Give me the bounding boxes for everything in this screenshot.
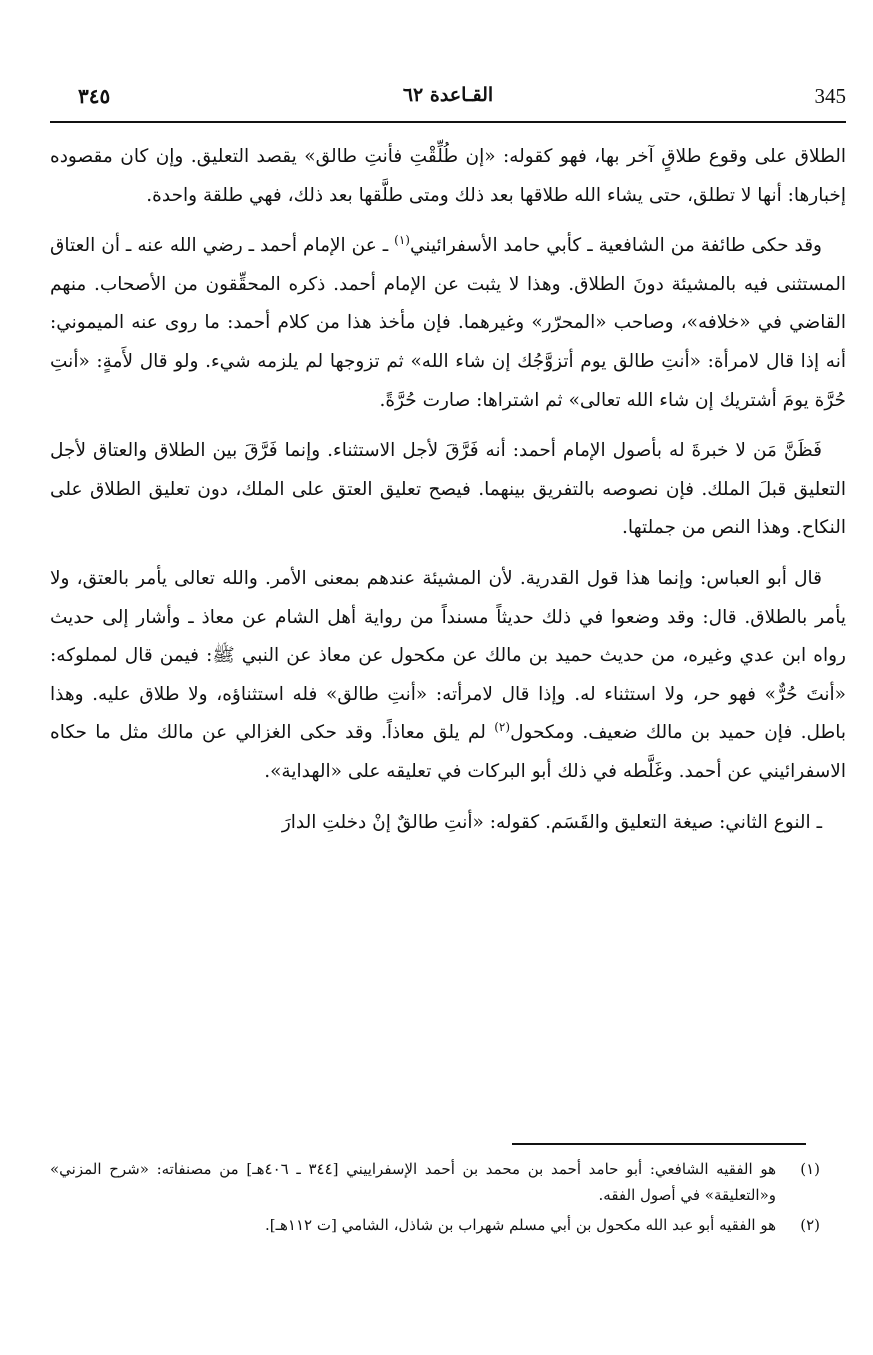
paragraph-3: فَظَنَّ مَن لا خبرةَ له بأصول الإمام أحمد: أنه فَرَّقَ لأجل الاستثناء. وإنما فَرَّقَ بين الطلاق والعتاق لأجل التعليق قبلَ الملك. فإن نصوصه بالتفريق بينهما. فيصح تعليق العتق على الملك، دون تعليق الطلاق على النكاح. وهذا النص من جملتها. — [50, 440, 846, 539]
paragraph-4-part-2: لم يلق معاذاً. وقد حكى الغزالي عن مالك مثل ما حكاه الاسفرائيني عن أحمد. وغَلَّطه في ذلك أبو البركات في تعليقه على «الهداية». — [50, 722, 846, 782]
footnote-ref-2: (٢) — [494, 720, 511, 735]
paragraph-5: ـ النوع الثاني: صيغة التعليق والقَسَم. كقوله: «أنتِ طالقٌ إنْ دخلتِ الدارَ — [281, 811, 822, 833]
paragraph-2-part-2: ـ عن الإمام أحمد ـ رضي الله عنه ـ أن العتاق المستثنى فيه بالمشيئة دونَ الطلاق. وهذا لا يثبت عن الإمام أحمد. ذكره المحقِّقون من الأصحاب. منهم القاضي في «خلافه»، وصاحب «المحرّر» وغيرهما. فإن مأخذ هذا من كلام أحمد: ما روى عنه الميموني: أنه إذا قال لامرأة: «أنتِ طالق يوم أتزوَّجُك إن شاء الله» ثم تزوجها لم يلزمه شيء. ولو قال لأَمةٍ: «أنتِ حُرَّة يومَ أشتريك إن شاء الله تعالى» ثم اشتراها: صارت حُرَّةً. — [50, 235, 846, 411]
page-header — [50, 80, 846, 116]
paragraph-1: الطلاق على وقوع طلاقٍ آخر بها، فهو كقوله: «إن طُلِّقْتِ فأنتِ طالق» يقصد التعليق. وإن كان مقصوده إخبارها: أنها لا تطلق، حتى يشاء الله طلاقها بعد ذلك ومتى طلَّقها بعد ذلك، فهي طلقة واحدة. — [50, 146, 846, 206]
main-text — [50, 138, 846, 854]
footnote-divider — [512, 1143, 806, 1145]
running-title: القـاعدة ٦٢ — [402, 84, 494, 106]
footnote-2 — [50, 1212, 820, 1238]
paragraph-2 — [50, 227, 846, 420]
page-number-latin: 345 — [814, 84, 846, 108]
footnote-number: (٢) — [800, 1216, 820, 1234]
footnote-text: هو الفقيه الشافعي: أبو حامد أحمد بن محمد بن أحمد الإسفراييني [٣٤٤ ـ ٤٠٦هـ] من مصنفاته: «شرح المزني» و«التعليقة» في أصول الفقه. — [50, 1160, 776, 1204]
footnote-1 — [50, 1156, 820, 1208]
footnotes — [50, 1156, 820, 1242]
paragraph-2-part-1: وقد حكى طائفة من الشافعية ـ كأبي حامد الأسفرائيني — [409, 235, 822, 257]
header-divider — [50, 121, 846, 123]
page-number-arabic: ٣٤٥ — [78, 84, 111, 108]
paragraph-4-part-1: قال أبو العباس: وإنما هذا قول القدرية. لأن المشيئة عندهم بمعنى الأمر. والله تعالى يأمر بالعتق، ولا يأمر بالطلاق. قال: وقد وضعوا في ذلك حديثاً مسنداً من رواية أهل الشام عن معاذ ـ وأشار إلى حديث رواه ابن عدي وغيره، من حديث حميد بن مالك عن مكحول عن معاذ عن النبي ﷺ: فيمن قال لمملوكه: «أنتَ حُرٌّ» فهو حر، ولا استثناء له. وإذا قال لامرأته: «أنتِ طالق» فله استثناؤه، ولا طلاق عليه. وهذا باطل. فإن حميد بن مالك ضعيف. ومكحول — [50, 567, 846, 744]
paragraph-4 — [50, 560, 846, 792]
footnote-ref-1: (١) — [394, 233, 410, 248]
footnote-number: (١) — [800, 1160, 820, 1178]
footnote-text: هو الفقيه أبو عبد الله مكحول بن أبي مسلم شهراب بن شاذل، الشامي [ت ١١٢هـ]. — [264, 1216, 776, 1234]
